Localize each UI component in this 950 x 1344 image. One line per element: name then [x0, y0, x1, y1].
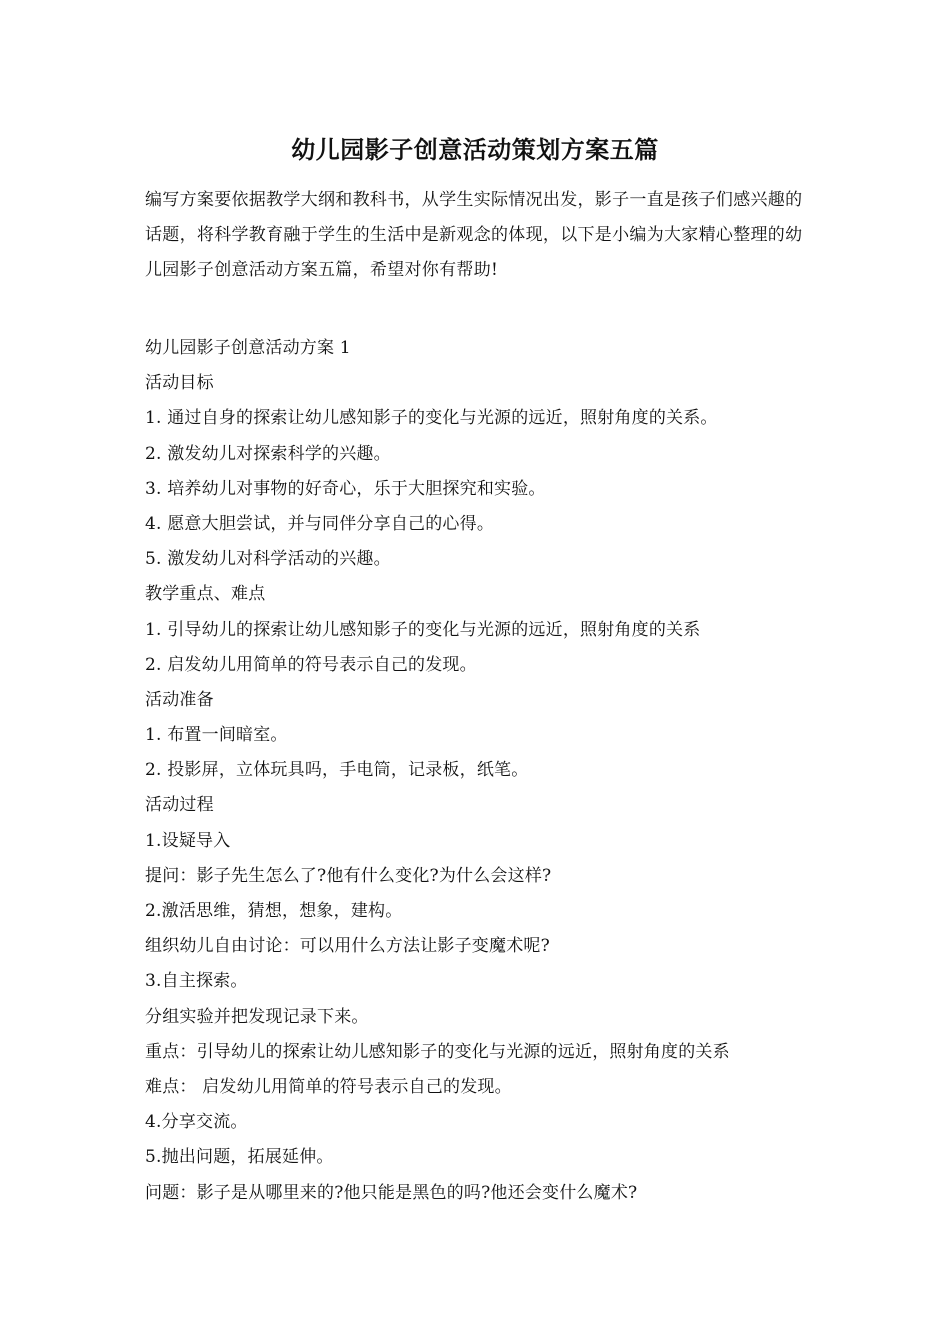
key-point-item: 1. 引导幼儿的探索让幼儿感知影子的变化与光源的远近，照射角度的关系 — [145, 619, 701, 640]
goal-item: 1. 通过自身的探索让幼儿感知影子的变化与光源的远近，照射角度的关系。 — [145, 408, 718, 429]
document-title: 幼儿园影子创意活动策划方案五篇 — [291, 135, 659, 164]
process-text: 问题：影子是从哪里来的?他只能是黑色的吗?他还会变什么魔术? — [145, 1182, 638, 1203]
document-body — [145, 331, 825, 1211]
process-text: 重点：引导幼儿的探索让幼儿感知影子的变化与光源的远近，照射角度的关系 — [145, 1041, 730, 1062]
goal-item: 4. 愿意大胆尝试，并与同伴分享自己的心得。 — [145, 513, 495, 534]
intro-text: 编写方案要依据教学大纲和教科书，从学生实际情况出发，影子一直是孩子们感兴趣的话题，将科学教育融于学生的生活中是新观念的体现，以下是小编为大家精心整理的幼儿园影子创意活动方案五篇，希望对你有帮助! — [145, 190, 803, 280]
process-step: 3.自主探索。 — [145, 971, 248, 992]
section-heading: 幼儿园影子创意活动方案 1 — [145, 338, 351, 358]
process-step: 4.分享交流。 — [145, 1112, 248, 1133]
process-step: 1.设疑导入 — [145, 830, 231, 851]
subheading-process: 活动过程 — [145, 795, 214, 816]
preparation-item: 2. 投影屏，立体玩具吗，手电筒，记录板，纸笔。 — [145, 760, 529, 781]
process-text: 分组实验并把发现记录下来。 — [145, 1006, 369, 1027]
process-text: 提问：影子先生怎么了?他有什么变化?为什么会这样? — [145, 865, 552, 886]
process-step: 2.激活思维，猜想，想象，建构。 — [145, 901, 403, 921]
intro-paragraph — [145, 183, 810, 288]
key-point-item: 2. 启发幼儿用简单的符号表示自己的发现。 — [145, 654, 477, 675]
process-text: 难点： 启发幼儿用简单的符号表示自己的发现。 — [145, 1076, 512, 1097]
goal-item: 3. 培养幼儿对事物的好奇心，乐于大胆探究和实验。 — [145, 478, 546, 499]
process-text: 组织幼儿自由讨论：可以用什么方法让影子变魔术呢? — [145, 936, 550, 957]
goal-item: 5. 激发幼儿对科学活动的兴趣。 — [145, 549, 391, 570]
subheading-key-points: 教学重点、难点 — [145, 584, 266, 605]
subheading-preparation: 活动准备 — [145, 689, 214, 710]
subheading-goals: 活动目标 — [145, 373, 214, 394]
process-step: 5.抛出问题，拓展延伸。 — [145, 1147, 334, 1168]
goal-item: 2. 激发幼儿对探索科学的兴趣。 — [145, 443, 391, 464]
preparation-item: 1. 布置一间暗室。 — [145, 725, 288, 746]
